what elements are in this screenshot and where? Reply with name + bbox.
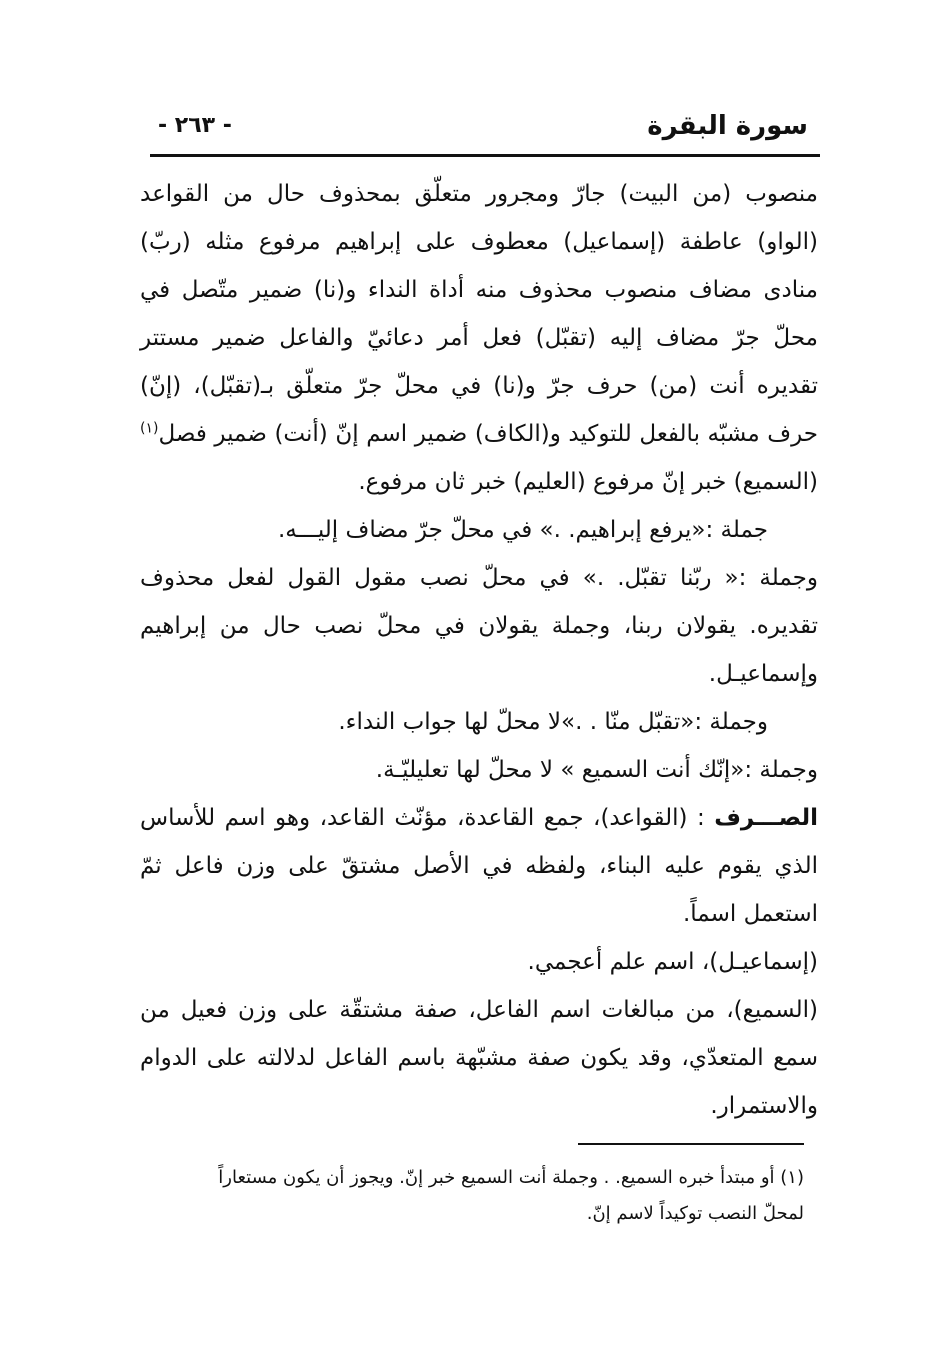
header-divider	[150, 154, 820, 157]
paragraph-morphology	[140, 794, 818, 938]
morphology-label: الصـــرف	[714, 805, 818, 831]
footnote-line-1: (١) أو مبتدأ خبره السميع. . وجملة أنت السميع خبر إنّ. ويجوز أن يكون مستعاراً	[218, 1167, 804, 1188]
paragraph-parsing	[140, 170, 818, 506]
footnote-line-2: لمحلّ النصب توكيداً لاسم إنّ.	[586, 1203, 804, 1224]
paragraph-sentence-1: جملة :«يرفع إبراهيم. .» في محلّ جرّ مضاف إليـــه.	[277, 517, 768, 543]
footnote-divider	[578, 1143, 804, 1145]
paragraph-parsing-end: (السميع) خبر إنّ مرفوع (العليم) خبر ثان مرفوع.	[358, 469, 818, 495]
morphology-text: : (القواعد)، جمع القاعدة، مؤنّث القاعد، وهو اسم للأساس الذي يقوم عليه البناء، ولفظه في الأصل مشتقّ على وزن فاعل ثمّ استعمل اسماً.	[140, 805, 818, 927]
paragraph-sentence-4: وجملة :«إنّك أنت السميع » لا محلّ لها تعليليّـة.	[375, 757, 818, 783]
main-text	[140, 170, 818, 1130]
paragraph-ismail: (إسماعيـل)، اسم علم أعجمي.	[527, 949, 818, 975]
paragraph-sentence-3: وجملة :«تقبّل منّا . .»لا محلّ لها جواب النداء.	[338, 709, 768, 735]
page-number: - ٢٦٣ -	[158, 113, 232, 138]
paragraph-parsing-text: منصوب (من البيت) جارّ ومجرور متعلّق بمحذوف حال من القواعد (الواو) عاطفة (إسماعيل) معطوف على إبراهيم مرفوع مثله (ربّ) منادى مضاف منصوب محذوف منه أداة النداء و(نا) ضمير متّصل في محلّ جرّ مضاف إليه (تقبّل) فعل أمر دعائيّ والفاعل ضمير مستتر تقديره أنت (من) حرف جرّ و(نا) في محلّ جرّ متعلّق بـ(تقبّل)، (إنّ) حرف مشبّه بالفعل للتوكيد و(الكاف) ضمير اسم إنّ (أنت) ضمير فصل	[140, 181, 818, 447]
page-header	[150, 105, 820, 151]
surah-title: سورة البقرة	[647, 111, 808, 141]
paragraph-samee: (السميع)، من مبالغات اسم الفاعل، صفة مشتقّة على وزن فعيل من سمع المتعدّي، وقد يكون صفة مشبّهة باسم الفاعل لدلالته على الدوام والاستمرار.	[140, 997, 818, 1119]
paragraph-sentence-2: وجملة :« ربّنا تقبّل. .» في محلّ نصب مقول القول لفعل محذوف تقديره. يقولان ربنا، وجملة يقولان في محلّ نصب حال من إبراهيم وإسماعيـل.	[140, 565, 818, 687]
footnote	[140, 1160, 804, 1232]
footnote-marker: (١)	[140, 420, 159, 437]
